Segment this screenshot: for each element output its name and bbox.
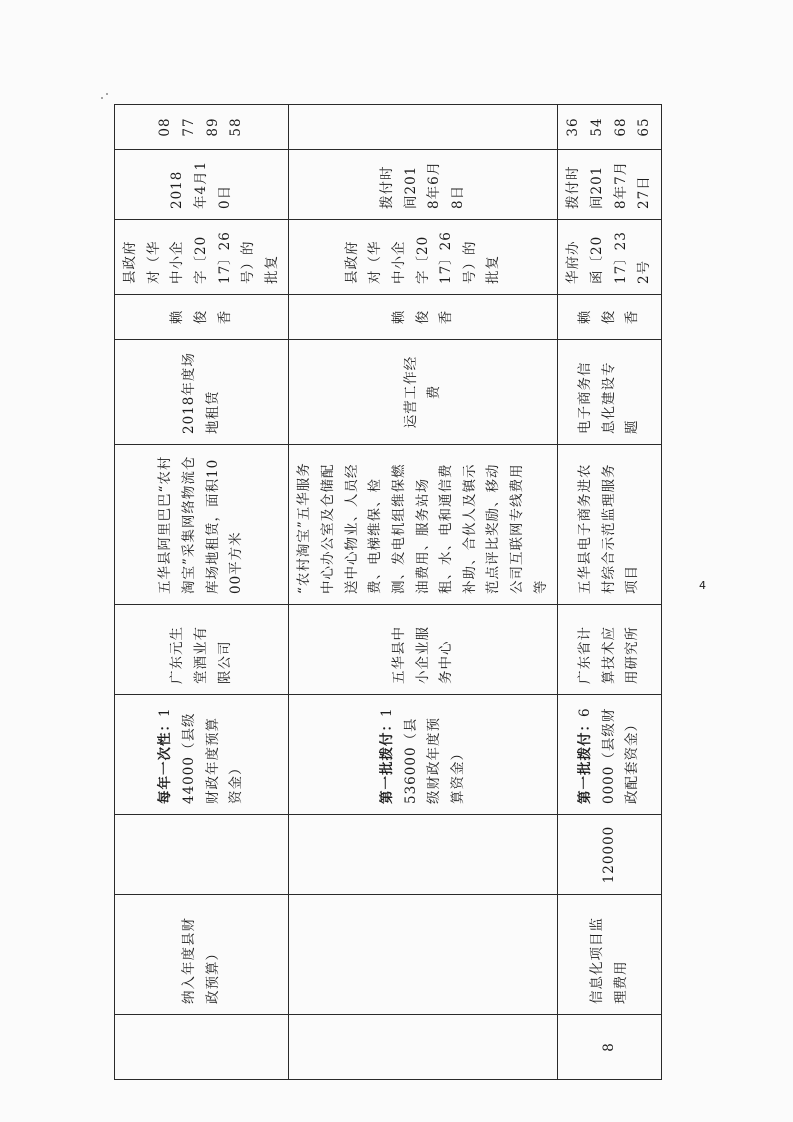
table-row bbox=[115, 105, 289, 1080]
cell-contractor: 五华县中小企业服务中心 bbox=[289, 605, 558, 695]
cell-voucher bbox=[289, 105, 558, 150]
scan-speck bbox=[106, 93, 108, 95]
cell-funds bbox=[115, 695, 289, 815]
funds-amount: 1536000（县级财政年度预算资金） bbox=[379, 707, 466, 804]
cell-voucher: 36546865 bbox=[558, 105, 662, 150]
cell-expense-type: 电子商务信息化建设专题 bbox=[558, 340, 662, 445]
cell-no: 8 bbox=[558, 1015, 662, 1080]
cell-basis: 县政府对（华中小企字〔2017〕26号）的批复 bbox=[289, 220, 558, 295]
cell-date: 拨付时间2018年7月27日 bbox=[558, 150, 662, 220]
cell-basis: 县政府对（华中小企字〔2017〕26号）的批复 bbox=[115, 220, 289, 295]
cell-funds bbox=[289, 695, 558, 815]
cell-funds bbox=[558, 695, 662, 815]
funds-amount: 144000（县级财政年度预算资金） bbox=[157, 707, 245, 804]
cell-contractor: 广东省计算技术应用研究所 bbox=[558, 605, 662, 695]
cell-budget bbox=[115, 815, 289, 895]
funds-label: 第一批拨付： bbox=[577, 717, 594, 804]
cell-signer: 赖俊香 bbox=[289, 295, 558, 340]
cell-item: 信息化项目监理费用 bbox=[558, 895, 662, 1015]
cell-content: 五华县阿里巴巴“农村淘宝”采集网络物流仓库场地租赁，面积1000平方米 bbox=[115, 445, 289, 605]
table-row bbox=[558, 105, 662, 1080]
cell-signer: 赖俊香 bbox=[558, 295, 662, 340]
cell-date: 拨付时间2018年6月8日 bbox=[289, 150, 558, 220]
rotated-table-container bbox=[114, 105, 653, 1080]
cell-expense-type: 运营工作经费 bbox=[289, 340, 558, 445]
page-number: 4 bbox=[699, 579, 706, 592]
cell-budget: 120000 bbox=[558, 815, 662, 895]
cell-item bbox=[289, 895, 558, 1015]
funds-label: 每年一次性： bbox=[157, 717, 174, 804]
scan-speck bbox=[101, 97, 103, 99]
cell-item: 纳入年度县财政预算） bbox=[115, 895, 289, 1015]
cell-date: 2018年4月10日 bbox=[115, 150, 289, 220]
cell-voucher: 08778958 bbox=[115, 105, 289, 150]
cell-expense-type: 2018年度场地租赁 bbox=[115, 340, 289, 445]
funds-label: 第一批拨付： bbox=[379, 717, 396, 804]
funds-amount: 60000（县级财政配套资金） bbox=[577, 707, 641, 804]
cell-basis: 华府办函〔2017〕232号 bbox=[558, 220, 662, 295]
cell-content: “农村淘宝”五华服务中心办公室及仓储配送中心物业、人员经费、电梯维保、检测、发电机组维保燃油费用、服务站场租、水、电和通信费补助、合伙人及镇示范点评比奖励、移动公司互联网专线费用等 bbox=[289, 445, 558, 605]
cell-signer: 赖俊香 bbox=[115, 295, 289, 340]
funding-table bbox=[114, 104, 662, 1080]
cell-no bbox=[289, 1015, 558, 1080]
cell-content: 五华县电子商务进农村综合示范监理服务项目 bbox=[558, 445, 662, 605]
cell-contractor: 广东元生堂酒业有限公司 bbox=[115, 605, 289, 695]
cell-no bbox=[115, 1015, 289, 1080]
table-row bbox=[289, 105, 558, 1080]
cell-budget bbox=[289, 815, 558, 895]
